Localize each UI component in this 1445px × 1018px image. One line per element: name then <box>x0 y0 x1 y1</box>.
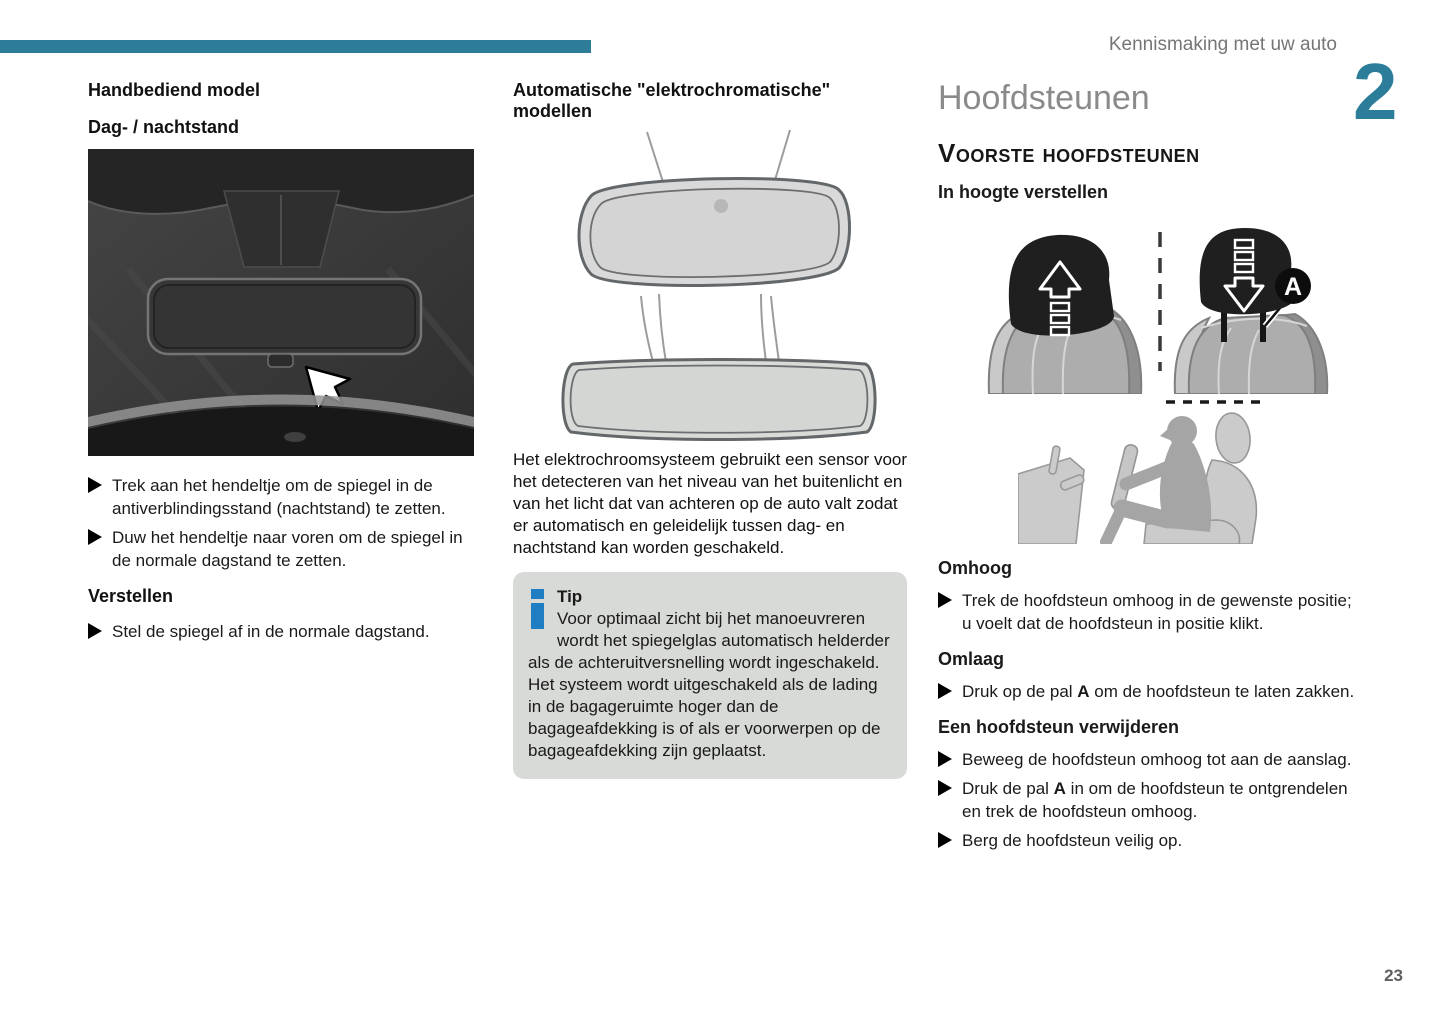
list-item <box>938 829 1363 852</box>
column-electrochromatic-mirror <box>513 80 907 779</box>
callout-reference-a: A <box>1053 779 1066 799</box>
bullet-arrow-icon <box>938 832 952 848</box>
col1-title: Handbediend model <box>88 80 261 100</box>
verwijderen-title: Een hoofdsteun verwijderen <box>938 717 1180 738</box>
bullet-text: Duw het hendeltje naar voren om de spiegel in de normale dagstand te zetten. <box>112 528 463 570</box>
list-item <box>88 620 481 643</box>
bullet-arrow-icon <box>938 780 952 796</box>
col2-paragraph: Het elektrochroomsysteem gebruikt een sensor voor het detecteren van het niveau van het buitenlicht en van het licht dat van achteren op de auto valt zodat er automatisch en geleidelijk tussen dag- en nachtstand kan worden geschakeld. <box>513 450 908 557</box>
chapter-accent-bar <box>0 40 591 53</box>
rearview-mirror-photo <box>88 149 474 456</box>
col1-subtitle: Dag- / nachtstand <box>88 117 240 137</box>
section-title: Voorste hoofdsteunen <box>938 138 1200 169</box>
bullet-text-segment: in om de hoofdsteun te ontgrendelen en trek de hoofdsteun omhoog. <box>962 779 1348 822</box>
tip-text-1: Voor optimaal zicht bij het manoeuvreren wordt het spiegelglas automatisch helderder als de achteruitversnelling wordt ingeschakeld. <box>528 609 890 672</box>
bullet-text: Beweeg de hoofdsteun omhoog tot aan de aanslag. <box>962 750 1352 770</box>
col2-title: Automatische "elektrochromatische" modellen <box>513 80 831 121</box>
seated-driver-figure <box>1018 394 1308 544</box>
tip-text-2: Het systeem wordt uitgeschakeld als de lading in de bagageruimte hoger dan de bagageafdekking is of als er voorwerpen op de bagageafdekking zijn geplaatst. <box>528 675 881 760</box>
electrochromatic-mirrors-figure <box>513 124 907 446</box>
col3-sub1: In hoogte verstellen <box>938 182 1109 203</box>
bullet-text: Trek aan het hendeltje om de spiegel in de antiverblindingsstand (nachtstand) te zetten. <box>112 476 446 518</box>
bullet-arrow-icon <box>938 751 952 767</box>
bullet-arrow-icon <box>88 477 102 493</box>
bullet-text-segment: om de hoofdsteun te laten zakken. <box>1089 682 1355 702</box>
page-number: 23 <box>1384 966 1403 985</box>
callout-reference-a: A <box>1077 682 1090 702</box>
bullet-text-segment: Druk op de pal <box>962 682 1078 702</box>
bullet-arrow-icon <box>88 529 102 545</box>
bullet-text <box>962 777 1363 823</box>
column-manual-mirror <box>88 80 481 649</box>
column-headrests <box>938 80 1363 858</box>
col1-section2-title: Verstellen <box>88 586 174 606</box>
list-item <box>938 589 1363 635</box>
callout-a-label: A <box>1283 273 1303 302</box>
list-item <box>938 748 1363 771</box>
tip-box <box>513 572 907 779</box>
list-item <box>88 526 481 572</box>
list-item <box>938 680 1363 703</box>
headrest-adjust-figure <box>963 226 1388 394</box>
list-item <box>88 474 481 520</box>
page-title: Hoofdsteunen <box>938 79 1150 117</box>
bullet-text: Trek de hoofdsteun omhoog in de gewenste positie; u voelt dat de hoofdsteun in positie klikt. <box>962 591 1352 634</box>
omhoog-title: Omhoog <box>938 558 1012 579</box>
bullet-text <box>962 680 1354 703</box>
bullet-arrow-icon <box>88 623 102 639</box>
col1-bullet-list <box>88 474 481 572</box>
chapter-number: 2 <box>1353 47 1396 136</box>
bullet-text: Berg de hoofdsteun veilig op. <box>962 831 1183 851</box>
breadcrumb: Kennismaking met uw auto <box>1108 34 1337 55</box>
list-item <box>938 777 1363 823</box>
omlaag-title: Omlaag <box>938 649 1005 670</box>
tip-label: Tip <box>557 587 583 606</box>
info-icon <box>531 589 544 629</box>
bullet-text: Stel de spiegel af in de normale dagstand. <box>112 622 430 641</box>
bullet-arrow-icon <box>938 592 952 608</box>
bullet-text-segment: Druk de pal <box>962 779 1054 799</box>
bullet-arrow-icon <box>938 683 952 699</box>
